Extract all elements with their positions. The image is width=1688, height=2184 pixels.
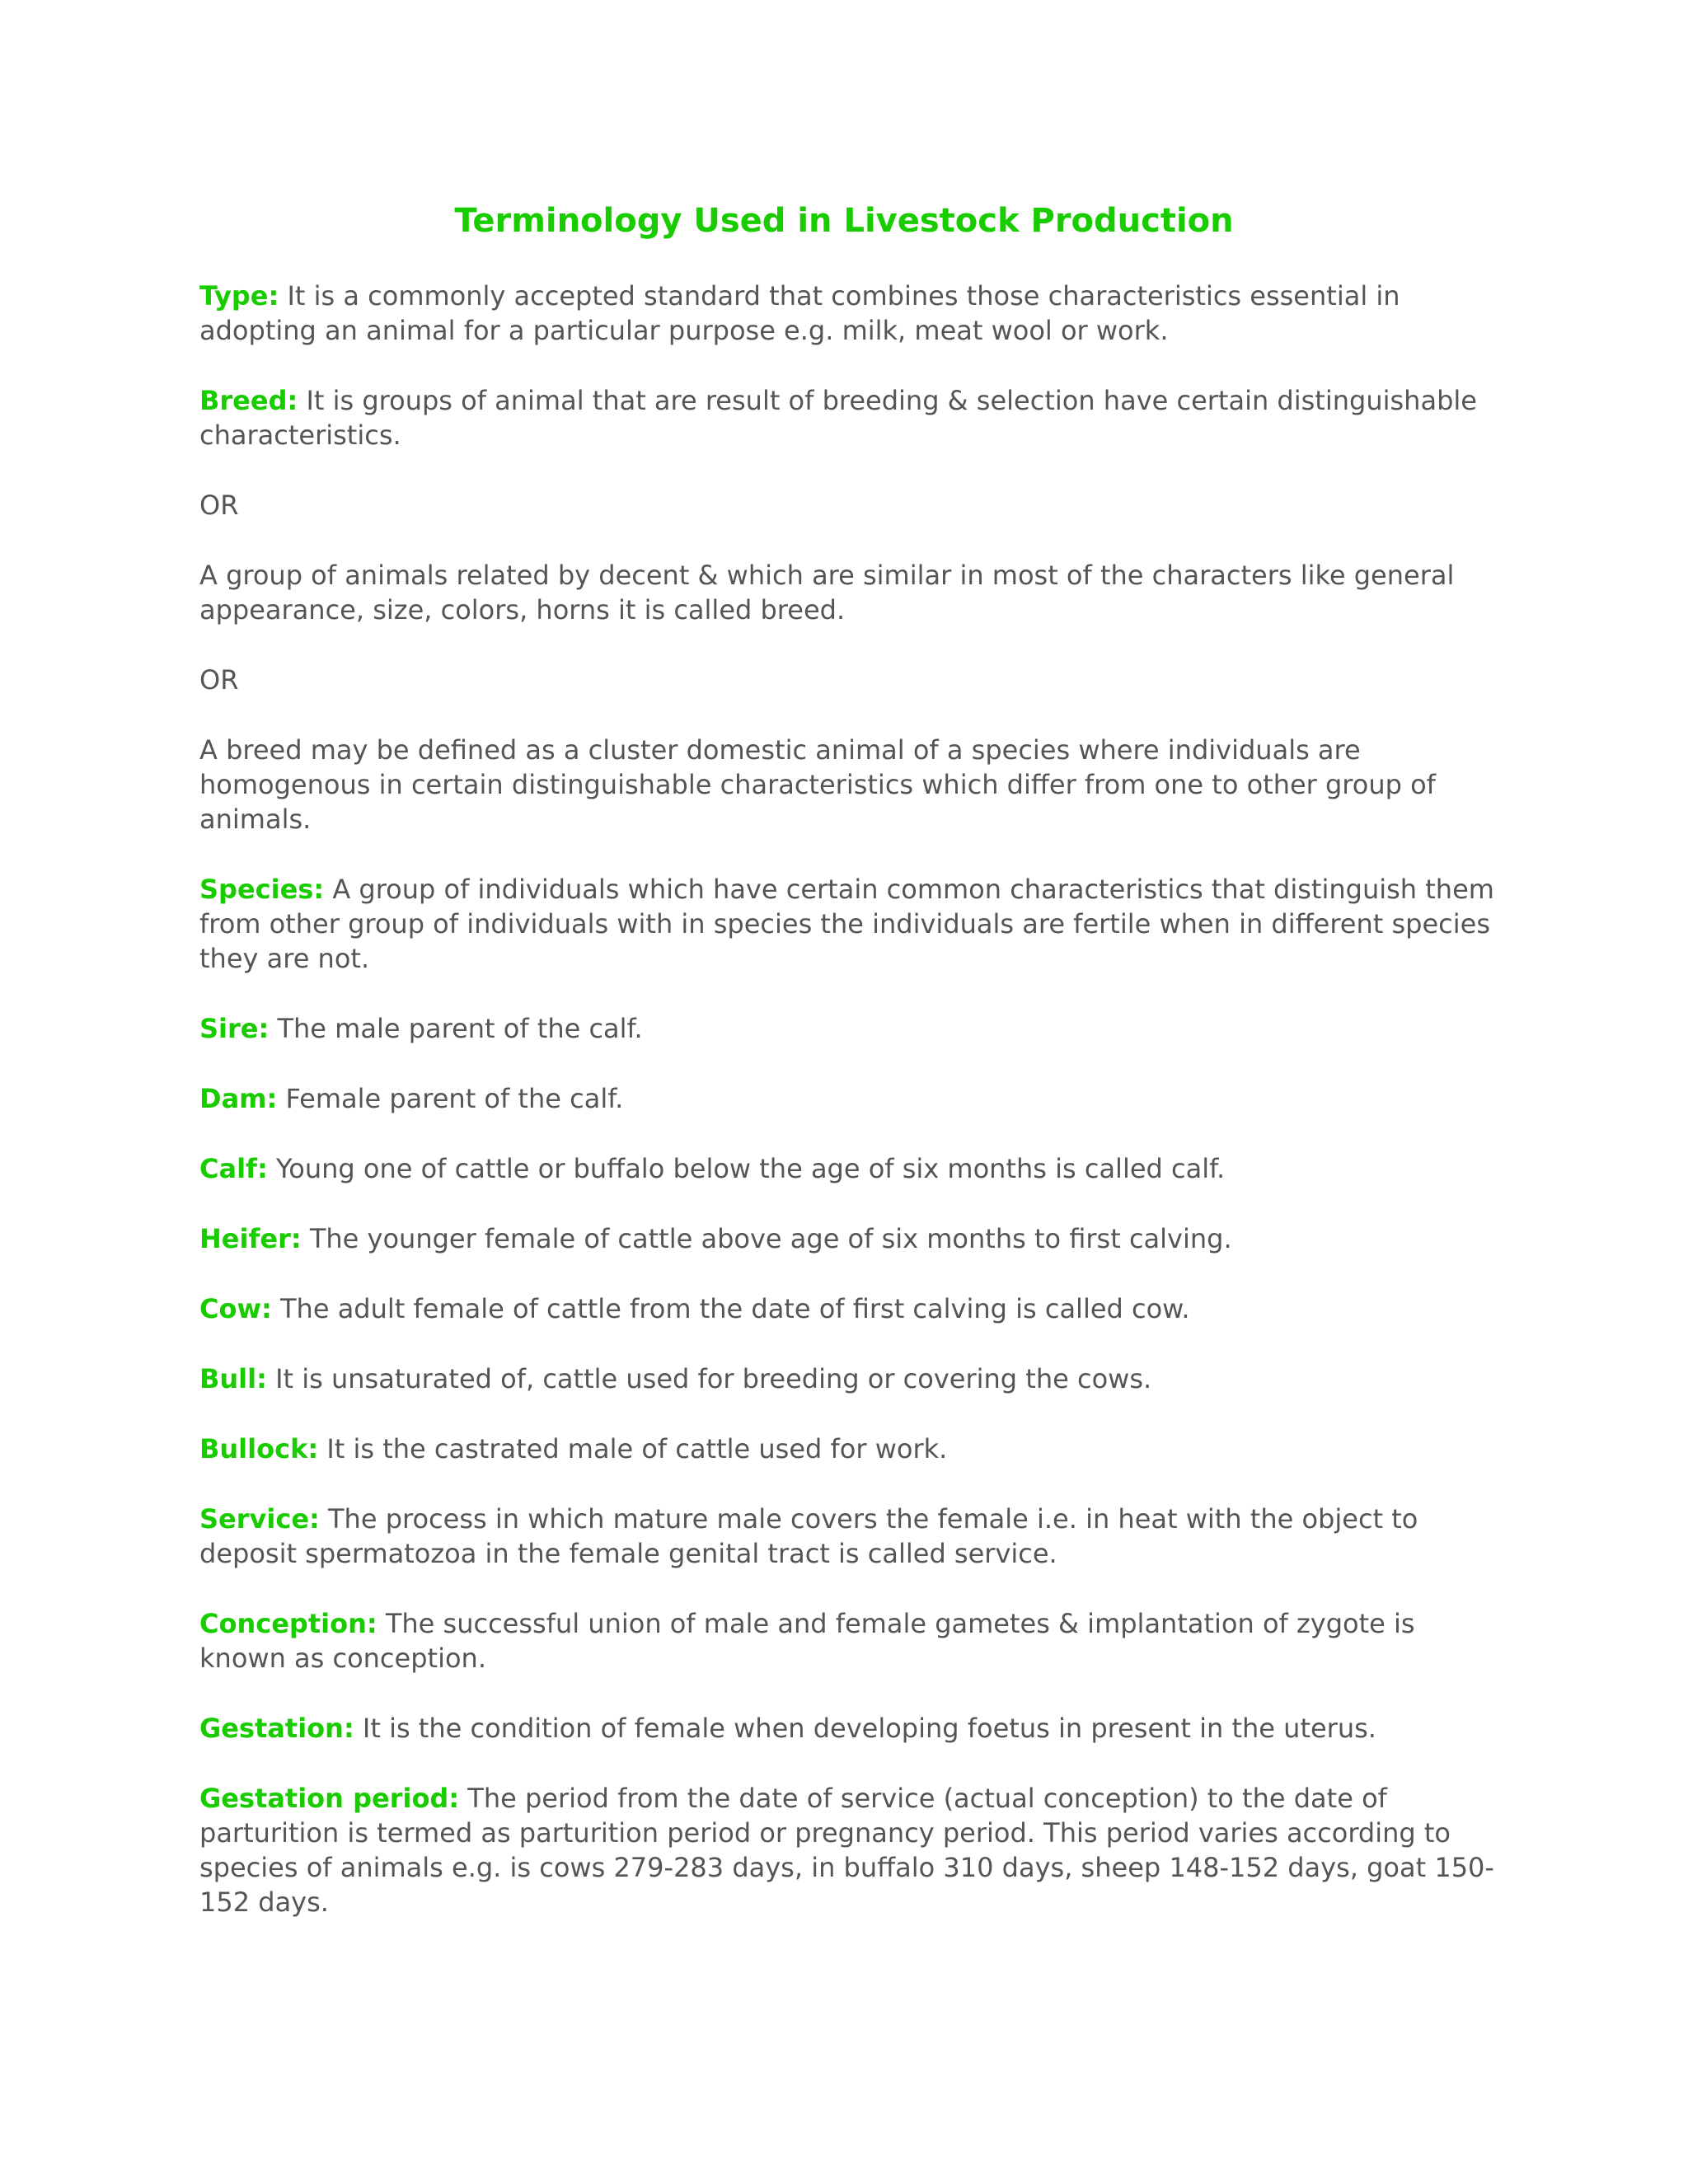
- paragraph-breed-alt-1: [199, 558, 1502, 627]
- term-definition: It is unsaturated of, cattle used for breeding or covering the cows.: [266, 1363, 1152, 1394]
- term-label: Gestation:: [199, 1713, 354, 1744]
- term-label: Dam:: [199, 1083, 278, 1114]
- paragraph-gestation-period: [199, 1781, 1502, 1919]
- term-label: Type:: [199, 280, 279, 312]
- paragraph-heifer: [199, 1221, 1502, 1256]
- term-definition: It is a commonly accepted standard that combines those characteristics essential in adopting an animal for a particular purpose e.g. milk, meat wool or work.: [199, 280, 1400, 346]
- term-definition: It is the castrated male of cattle used for work.: [318, 1433, 948, 1465]
- paragraph-dam: [199, 1081, 1502, 1116]
- paragraph-or: [199, 488, 1502, 523]
- term-definition: It is groups of animal that are result of breeding & selection have certain distinguishable characteristics.: [199, 385, 1477, 451]
- term-label: Bull:: [199, 1363, 267, 1394]
- term-definition: Young one of cattle or buffalo below the age of six months is called calf.: [267, 1153, 1226, 1184]
- paragraph-service: [199, 1502, 1502, 1571]
- term-label: Heifer:: [199, 1223, 302, 1254]
- term-definition: It is the condition of female when developing foetus in present in the uterus.: [354, 1713, 1376, 1744]
- term-label: Sire:: [199, 1013, 270, 1044]
- term-definition: Female parent of the calf.: [277, 1083, 624, 1114]
- paragraph-sire: [199, 1011, 1502, 1046]
- term-label: Cow:: [199, 1293, 272, 1324]
- term-definition: The male parent of the calf.: [269, 1013, 643, 1044]
- or-separator: OR: [199, 664, 239, 696]
- paragraph-conception: [199, 1606, 1502, 1675]
- term-label: Breed:: [199, 385, 298, 416]
- term-label: Bullock:: [199, 1433, 319, 1465]
- paragraph-breed: [199, 383, 1502, 452]
- document-body: [199, 279, 1502, 1955]
- term-definition: The successful union of male and female gametes & implantation of zygote is known as conception.: [199, 1608, 1415, 1674]
- term-definition: A group of individuals which have certain common characteristics that distinguish them from other group of individuals with in species the individuals are fertile when in different species they are not.: [199, 874, 1494, 974]
- term-label: Service:: [199, 1503, 320, 1535]
- paragraph-bull: [199, 1361, 1502, 1396]
- term-label: Species:: [199, 874, 325, 905]
- page-title: Terminology Used in Livestock Production: [454, 202, 1234, 240]
- term-definition: A group of animals related by decent & which are similar in most of the characters like general appearance, size, colors, horns it is called breed.: [199, 560, 1455, 626]
- term-label: Calf:: [199, 1153, 268, 1184]
- paragraph-bullock: [199, 1432, 1502, 1466]
- term-definition: The younger female of cattle above age of six months to first calving.: [301, 1223, 1232, 1254]
- term-label: Gestation period:: [199, 1783, 460, 1814]
- term-definition: A breed may be defined as a cluster domestic animal of a species where individuals are homogenous in certain distinguishable characteristics which differ from one to other group of animals.: [199, 734, 1436, 835]
- paragraph-calf: [199, 1151, 1502, 1186]
- paragraph-gestation: [199, 1711, 1502, 1746]
- term-definition: The adult female of cattle from the date of first calving is called cow.: [271, 1293, 1190, 1324]
- paragraph-cow: [199, 1291, 1502, 1326]
- term-label: Conception:: [199, 1608, 377, 1639]
- or-separator: OR: [199, 490, 239, 521]
- paragraph-breed-alt-2: [199, 733, 1502, 837]
- term-definition: The process in which mature male covers the female i.e. in heat with the object to deposit spermatozoa in the female genital tract is called service.: [199, 1503, 1418, 1569]
- term-definition: The period from the date of service (actual conception) to the date of parturition is termed as parturition period or pregnancy period. This period varies according to species of animals e.g. is cows 279-283 days, in buffalo 310 days, sheep 148-152 days, goat 150-152 days.: [199, 1783, 1494, 1918]
- paragraph-species: [199, 872, 1502, 976]
- paragraph-type: [199, 279, 1502, 348]
- paragraph-or: [199, 663, 1502, 697]
